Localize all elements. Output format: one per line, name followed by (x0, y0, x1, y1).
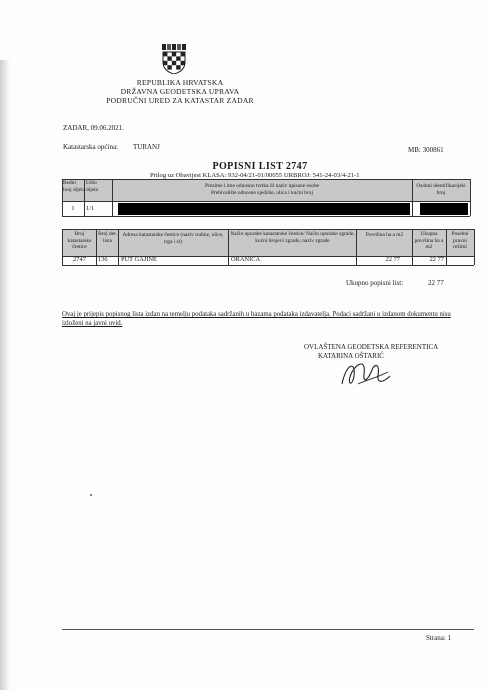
parcel-row-address: PUT GAJINE (121, 256, 157, 263)
header-office: PODRUČNI URED ZA KATASTAR ZADAR (106, 96, 254, 105)
total-value: 22 77 (428, 279, 444, 287)
owners-header-part-number: Redni broj dijela (63, 180, 86, 193)
parcel-row-total-area: 22 77 (429, 256, 444, 263)
owners-header-share: Udio dijela (86, 180, 98, 193)
owners-table-border (62, 179, 470, 180)
parcel-header-legal-regimes: Posebni pravni režimi (451, 231, 469, 250)
signatory-title: OVLAŠTENA GEODETSKA REFERENTICA (304, 343, 439, 351)
page-number: Strana: 1 (426, 634, 452, 642)
owner-row-share: 1/1 (86, 205, 95, 212)
mb-number: MB: 300861 (408, 146, 444, 154)
footer-divider (62, 629, 474, 630)
parcel-row-number: 2747 (73, 256, 86, 263)
signatory-name: KATARINA OŠTARIĆ (318, 352, 384, 360)
municipality-value: TURANJ (133, 143, 160, 151)
parcel-table-border (62, 265, 474, 266)
parcel-header-total-area: Ukupna površina ha a m2 (414, 231, 444, 250)
parcel-row-usage: ORANICA (231, 256, 261, 263)
document-title: POPISNI LIST 2747 (212, 161, 308, 172)
redacted-owner-name (118, 203, 410, 215)
parcel-header-number: Broj katastarske čestice (67, 231, 92, 250)
owners-table-border (62, 201, 470, 202)
redacted-owner-oib (420, 203, 468, 215)
parcel-header-usage: Način uporabe katastarske čestice/ Način uporabe zgrade, kućni brojevi zgrade, naziv zgrade (230, 231, 355, 244)
handwritten-signature-icon (336, 354, 396, 394)
header-agency: DRŽAVNA GEODETSKA UPRAVA (120, 87, 240, 96)
owners-header-name: Prezime i ime odnosno tvrtka ili naziv upisane osobe (204, 183, 320, 189)
municipality-label: Katastarska općina: (63, 143, 119, 151)
owners-table-border (62, 216, 470, 217)
header-country: REPUBLIKA HRVATSKA (136, 78, 224, 87)
owners-table-border (470, 179, 471, 216)
owners-header-oib: Osobni identifikacijski broj (416, 183, 466, 196)
parcel-header-area: Površina ha a m2 (365, 232, 404, 238)
parcel-row-sheet: 136 (98, 256, 108, 263)
coat-of-arms-icon (160, 44, 188, 74)
scan-speck (90, 494, 92, 496)
total-label: Ukupno popisni list: (346, 279, 404, 287)
owners-header-address: Prebivalište odnosno sjedište, ulica i kućni broj (211, 190, 313, 196)
place-date: ZADAR, 09.06.2021. (63, 124, 124, 132)
parcel-row-area: 22 77 (385, 256, 400, 263)
parcel-header-sheet: Broj det. lista (98, 231, 117, 244)
scan-edge-shadow (0, 60, 10, 690)
owner-row-part-number: 1 (71, 205, 75, 212)
notice-text: Ovaj je prijepis popisnog lista izdan na temelju podataka sadržanih u bazama podataka izdavatelja. Podaci sadržani u izdanom dokumentu nisu izloženi na javni uvid. (62, 311, 451, 327)
parcel-header-address: Adresa katastarske čestice (naziv rudine, ulice, trga i sl) (122, 232, 224, 245)
document-subtitle: Prilog uz Obavijest KLASA: 932-04/21-01/00055 URBROJ: 541-24-03/4-21-1 (150, 172, 360, 179)
parcel-table-border (474, 229, 475, 265)
